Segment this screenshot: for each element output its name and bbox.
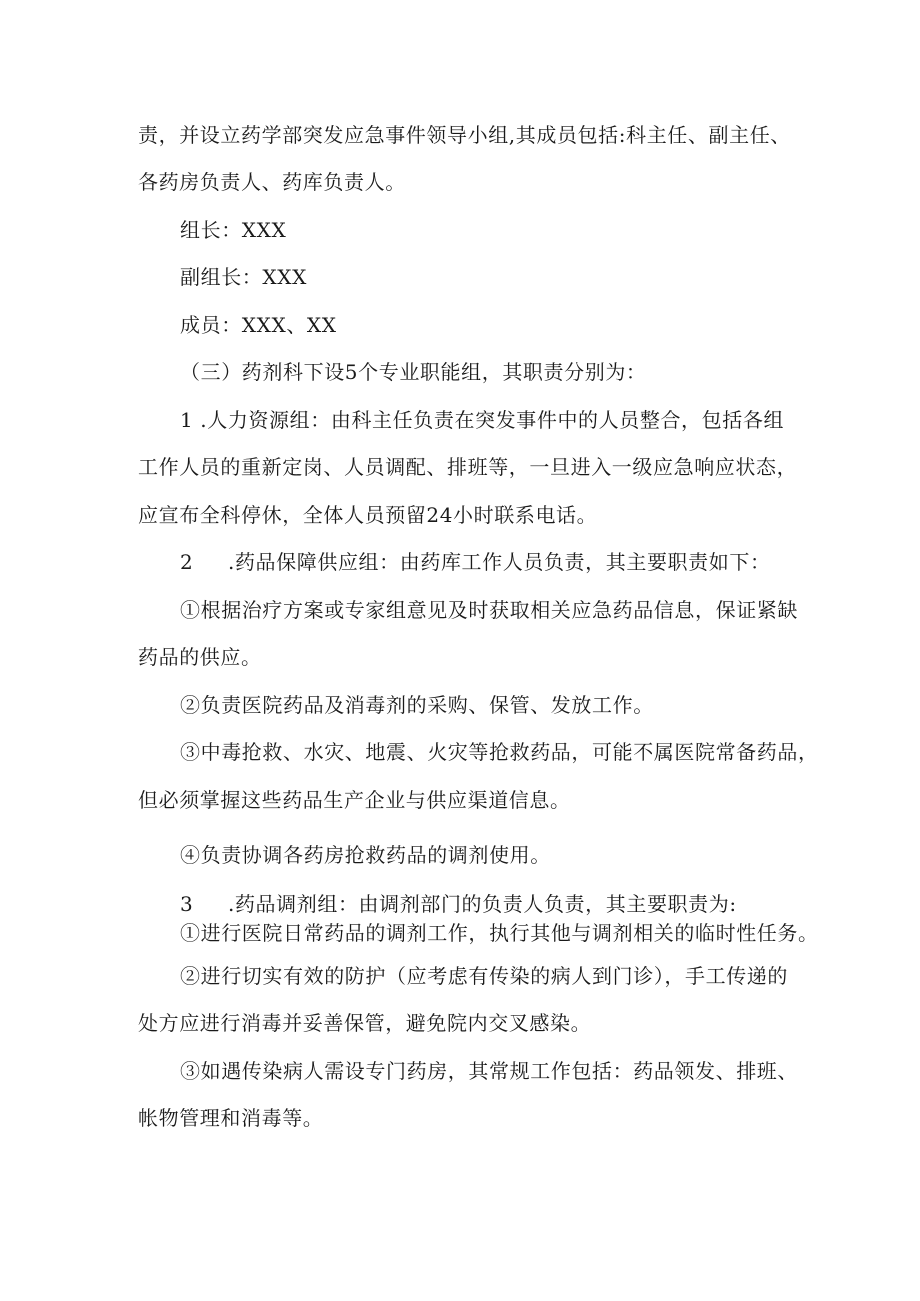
item-2-title-text: .药品保障供应组：由药库工作人员负责，其主要职责如下： (228, 550, 771, 574)
item-2-sub-line: ③中毒抢救、水灾、地震、火灾等抢救药品，可能不属医院常备药品， (180, 740, 819, 764)
section-heading: （三）药剂科下设5个专业职能组，其职责分别为： (180, 360, 647, 384)
leader-line: 组长：XXX (180, 218, 287, 242)
item-2-sub-line: ②负责医院药品及消毒剂的采购、保管、发放工作。 (180, 693, 654, 717)
item-2-sub-line: 但必须掌握这些药品生产企业与供应渠道信息。 (138, 788, 571, 812)
item-2-number: 2 (180, 550, 194, 574)
item-1-line: 应宣布全科停休，全体人员预留24小时联系电话。 (138, 503, 598, 527)
item-3-sub-line: 帐物管理和消毒等。 (138, 1106, 324, 1130)
members-line: 成员：XXX、XX (180, 313, 337, 337)
item-1-line: 1 .人力资源组：由科主任负责在突发事件中的人员整合，包括各组 (180, 408, 785, 432)
item-2-sub-line: 药品的供应。 (138, 645, 262, 669)
item-3-title (180, 890, 737, 918)
item-3-sub-line: ②进行切实有效的防护（应考虑有传染的病人到门诊），手工传递的 (180, 964, 788, 988)
item-3-number: 3 (180, 892, 194, 916)
item-3-sub-line: ①进行医院日常药品的调剂工作，执行其他与调剂相关的临时性任务。 (180, 921, 819, 945)
item-1-line: 工作人员的重新定岗、人员调配、排班等，一旦进入一级应急响应状态， (138, 455, 798, 479)
paragraph-intro-line: 各药房负责人、药库负责人。 (138, 170, 406, 194)
item-2-sub-line: ④负责协调各药房抢救药品的调剂使用。 (180, 843, 551, 867)
item-3-sub-line: 处方应进行消毒并妥善保管，避免院内交叉感染。 (138, 1011, 592, 1035)
item-3-title-text: .药品调剂组：由调剂部门的负责人负责，其主要职责为: (228, 892, 737, 916)
paragraph-intro-line: 责，并设立药学部突发应急事件领导小组,其成员包括:科主任、副主任、 (138, 123, 791, 147)
item-2-title (180, 548, 771, 576)
deputy-leader-line: 副组长：XXX (180, 265, 307, 289)
item-2-sub-line: ①根据治疗方案或专家组意见及时获取相关应急药品信息，保证紧缺 (180, 598, 798, 622)
item-3-sub-line: ③如遇传染病人需设专门药房，其常规工作包括：药品领发、排班、 (180, 1059, 798, 1083)
